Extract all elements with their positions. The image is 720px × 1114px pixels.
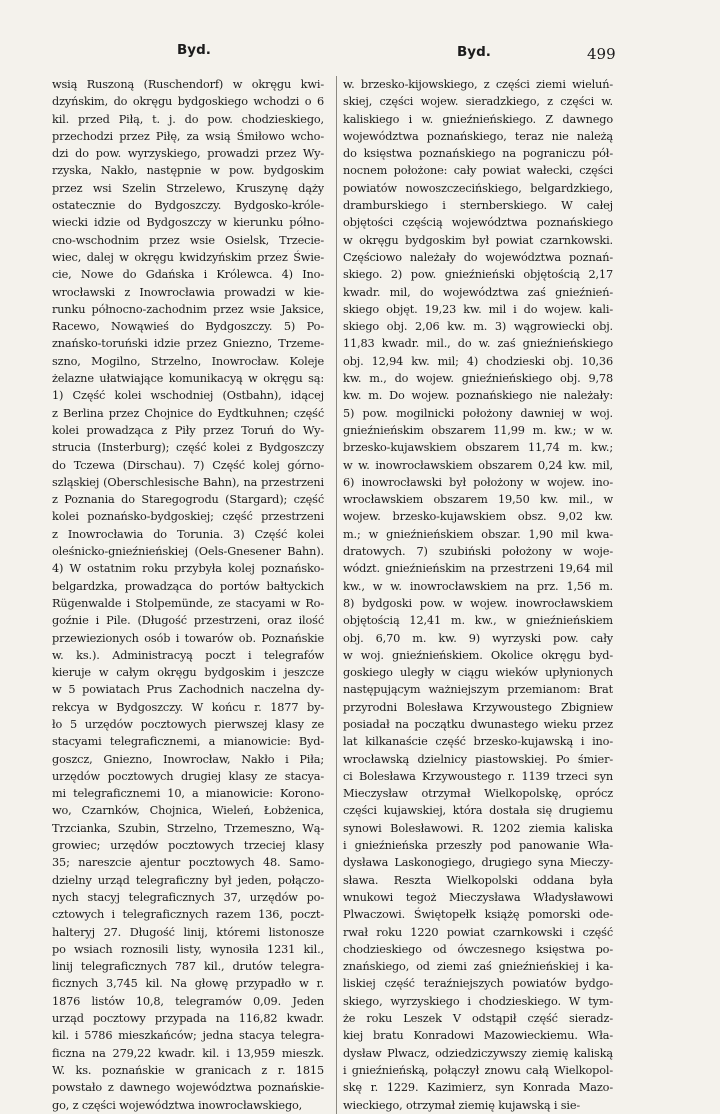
text-line: Mieczysław otrzymał Wielkopolskę, oprócz: [343, 787, 613, 801]
text-line: rwał roku 1220 powiat czarnkowski i część: [343, 925, 613, 939]
text-line: kil. przed Piłą, t. j. do pow. chodzieskiego,: [52, 112, 324, 126]
page-number: 499: [587, 45, 616, 63]
text-line: do księstwa poznańskiego na pograniczu pół-: [343, 147, 613, 161]
text-line: liskiej część teraźniejszych powiatów bydgo-: [343, 977, 613, 991]
text-line: do Tczewa (Dirschau). 7) Część kolej górno-: [52, 458, 324, 472]
text-line: skiego, wyrzyskiego i chodzieskiego. W tym-: [343, 994, 613, 1008]
text-line: dratowych. 7) szubiński położony w woje-: [343, 545, 613, 559]
left-text-column: [52, 76, 324, 1114]
text-line: dzi do pow. wyrzyskiego, prowadzi przez Wy-: [52, 147, 324, 161]
page-header: [52, 42, 616, 66]
text-line: dysława Laskonogiego, drugiego syna Mieczy-: [343, 856, 613, 870]
text-line: brzesko-kujawskiem obszarem 11,74 m. kw.;: [343, 441, 613, 455]
text-line: sława. Reszta Wielkopolski oddana była: [343, 873, 613, 887]
text-line: powstało z dawnego województwa poznańskie-: [52, 1081, 324, 1095]
text-line: growiec; urzędów pocztowych trzeciej klasy: [52, 839, 324, 853]
text-line: przez wsi Szelin Strzelewo, Kruszynę dąży: [52, 181, 324, 195]
text-line: lat kilkanaście część brzesko-kujawską i ino-: [343, 735, 613, 749]
text-line: szno, Mogilno, Strzelno, Inowrocław. Koleje: [52, 354, 324, 368]
text-line: ło 5 urzędów pocztowych pierwszej klasy ze: [52, 717, 324, 731]
text-line: w okręgu bydgoskim był powiat czarnkowski.: [343, 233, 613, 247]
text-line: skiego obj. 2,06 kw. m. 3) wągrowiecki obj.: [343, 320, 613, 334]
text-line: skiej, części wojew. sieradzkiego, z części w.: [343, 95, 613, 109]
text-line: wiec, dalej w okręgu kwidzyńskim przez Świe-: [52, 250, 324, 264]
running-head-right: Byd.: [457, 44, 491, 60]
text-line: 8) bydgoski pow. w wojew. inowrocławskiem: [343, 596, 613, 610]
text-line: urzędów pocztowych drugiej klasy ze stacya-: [52, 769, 324, 783]
text-line: skę r. 1229. Kazimierz, syn Konrada Mazo-: [343, 1081, 613, 1095]
text-line: i gnieźnieńska przeszły pod panowanie Wła-: [343, 839, 613, 853]
text-line: synowi Bolesławowi. R. 1202 ziemia kaliska: [343, 821, 613, 835]
text-line: kaliskiego i w. gnieźnieńskiego. Z dawnego: [343, 112, 613, 126]
text-line: obj. 6,70 m. kw. 9) wyrzyski pow. cały: [343, 631, 613, 645]
text-line: dzyńskim, do okręgu bydgoskiego wchodzi o 6: [52, 95, 324, 109]
text-line: ficznych 3,745 kil. Na głowę przypadło w r.: [52, 977, 324, 991]
text-line: posiadał na początku dwunastego wieku przez: [343, 717, 613, 731]
text-line: Częściowo należały do województwa poznań-: [343, 250, 613, 264]
text-line: Racewo, Nowąwieś do Bydgoszczy. 5) Po-: [52, 320, 324, 334]
text-line: kil. i 5786 mieszkańców; jedna stacya telegra-: [52, 1029, 324, 1043]
text-line: przewiezionych osób i towarów ob. Poznańskie: [52, 631, 324, 645]
text-line: strucia (Insterburg); część kolei z Bydgoszczy: [52, 441, 324, 455]
running-head-left: Byd.: [177, 42, 211, 58]
text-line: 4) W ostatnim roku przybyła kolej poznańsko-: [52, 562, 324, 576]
text-line: linij telegraficznych 787 kil., drutów telegra-: [52, 960, 324, 974]
text-line: 35; nareszcie ajentur pocztowych 48. Samo-: [52, 856, 324, 870]
text-line: nocnem położone: cały powiat wałecki, części: [343, 164, 613, 178]
text-line: m.; w gnieźnieńskiem obszar. 1,90 mil kwa-: [343, 527, 613, 541]
text-line: ostatecznie do Bydgoszczy. Bydgosko-króle-: [52, 199, 324, 213]
text-line: szląskiej (Oberschlesische Bahn), na przestrzeni: [52, 475, 324, 489]
text-line: Rügenwalde i Stolpemünde, ze stacyami w Ro-: [52, 596, 324, 610]
text-line: w. ks.). Administracyą poczt i telegrafów: [52, 648, 324, 662]
text-line: wrocławską dzielnicy piastowskiej. Po śmier-: [343, 752, 613, 766]
text-line: z Inowrocławia do Torunia. 3) Część kolei: [52, 527, 324, 541]
text-line: W. ks. poznańskie w granicach z r. 1815: [52, 1063, 324, 1077]
text-line: Trzcianka, Szubin, Strzelno, Trzemeszno, Wą-: [52, 821, 324, 835]
text-line: kw., w w. inowrocławskiem na prz. 1,56 m.: [343, 579, 613, 593]
text-line: ci Bolesława Krzywoustego r. 1139 trzeci syn: [343, 769, 613, 783]
text-line: dramburskiego i sternberskiego. W całej: [343, 199, 613, 213]
text-line: Plwaczowi. Świętopełk książę pomorski ode-: [343, 908, 613, 922]
text-line: w 5 powiatach Prus Zachodnich naczelna dy-: [52, 683, 324, 697]
text-line: nych stacyj telegraficznych 37, urzędów po-: [52, 890, 324, 904]
text-line: skiego. 2) pow. gnieźnieński objętością 2,17: [343, 268, 613, 282]
text-line: skiego objęt. 19,23 kw. mil i do wojew. kali-: [343, 302, 613, 316]
text-line: wództ. gnieźnieńskim na przestrzeni 19,64 mil: [343, 562, 613, 576]
text-line: chodzieskiego od ówczesnego księstwa po-: [343, 942, 613, 956]
text-line: obj. 12,94 kw. mil; 4) chodzieski obj. 10,36: [343, 354, 613, 368]
text-line: żelazne ułatwiające komunikacyą w okręgu są:: [52, 372, 324, 386]
text-line: kolei poznańsko-bydgoskiej; część przestrzeni: [52, 510, 324, 524]
text-line: znańsko-toruński idzie przez Gniezno, Trzeme-: [52, 337, 324, 351]
text-line: że roku Leszek V odstąpił część sieradz-: [343, 1012, 613, 1026]
text-line: gnieźnieńskim obszarem 11,99 m. kw.; w w.: [343, 423, 613, 437]
text-line: z Berlina przez Chojnice do Eydtkuhnen; część: [52, 406, 324, 420]
text-line: go, z części województwa inowrocławskiego,: [52, 1098, 303, 1112]
right-text-column: [336, 76, 613, 1114]
text-line: cie, Nowe do Gdańska i Królewca. 4) Ino-: [52, 268, 324, 282]
text-line: przechodzi przez Piłę, za wsią Śmiłowo wcho-: [52, 129, 324, 143]
text-line: kolei prowadząca z Piły przez Toruń do Wy-: [52, 423, 324, 437]
text-line: z Poznania do Staregogrodu (Stargard); część: [52, 493, 324, 507]
text-line: w. brzesko-kijowskiego, z części ziemi wieluń-: [343, 78, 613, 91]
text-line: kieruje w całym okręgu bydgoskim i jeszcze: [52, 666, 324, 680]
text-line: części kujawskiej, która dostała się drugiemu: [343, 804, 613, 818]
text-line: kwadr. mil, do województwa zaś gnieźnień-: [343, 285, 613, 299]
text-line: objętości częścią województwa poznańskiego: [343, 216, 613, 230]
text-line: po wsiach roznosili listy, wynosiła 1231 kil.,: [52, 942, 324, 956]
text-line: 6) inowrocławski był położony w wojew. ino-: [343, 475, 613, 489]
text-line: znańskiego, od ziemi zaś gnieźnieńskiej i ka-: [343, 960, 613, 974]
text-line: dzielny urząd telegraficzny był jeden, połączo-: [52, 873, 324, 887]
text-line: 1) Część kolei wschodniej (Ostbahn), idącej: [52, 389, 324, 403]
text-line: goźnie i Pile. (Długość przestrzeni, oraz ilość: [52, 614, 324, 628]
text-line: cztowych i telegraficznych razem 136, poczt-: [52, 908, 324, 922]
text-line: kw. m., do wojew. gnieźnieńskiego obj. 9,78: [343, 372, 613, 386]
text-line: ficzna na 279,22 kwadr. kil. i 13,959 mieszk.: [52, 1046, 324, 1060]
text-line: przyrodni Bolesława Krzywoustego Zbigniew: [343, 700, 613, 714]
text-line: wsią Ruszoną (Ruschendorf) w okręgu kwi-: [52, 78, 324, 91]
text-line: 11,83 kwadr. mil., do w. zaś gnieźnieńskiego: [343, 337, 613, 351]
text-line: wiecki idzie od Bydgoszczy w kierunku półno-: [52, 216, 324, 230]
text-line: 1876 listów 10,8, telegramów 0,09. Jeden: [52, 994, 324, 1008]
text-line: wrocławskiem obszarem 19,50 kw. mil., w: [343, 493, 613, 507]
text-line: następującym ważniejszym przemianom: Brat: [343, 683, 613, 697]
text-line: oleśnicko-gnieźnieńskiej (Oels-Gnesener Bahn).: [52, 545, 324, 559]
text-line: wrocławski z Inowrocławia prowadzi w kie-: [52, 285, 324, 299]
text-line: dysław Plwacz, odziedziczywszy ziemię kaliską: [343, 1046, 613, 1060]
text-line: rzyska, Nakło, następnie w pow. bydgoskim: [52, 164, 324, 178]
text-line: mi telegraficznemi 10, a mianowicie: Korono-: [52, 787, 324, 801]
text-line: w w. inowrocławskiem obszarem 0,24 kw. mil,: [343, 458, 613, 472]
text-line: i gnieźnieńską, połączył znowu całą Wielkopol-: [343, 1063, 613, 1077]
text-line: halteryj 27. Długość linij, któremi listonosze: [52, 925, 324, 939]
text-line: powiatów nowoszczecińskiego, belgardzkiego,: [343, 181, 613, 195]
text-line: goskiego uległy w ciągu wieków upłynionych: [343, 666, 613, 680]
text-line: wnukowi tegoż Mieczysława Władysławowi: [343, 890, 613, 904]
text-line: belgardzka, prowadząca do portów bałtyckich: [52, 579, 324, 593]
text-line: województwa poznańskiego, teraz nie należą: [343, 129, 613, 143]
text-line: wo, Czarnków, Chojnica, Wieleń, Łobżenica,: [52, 804, 324, 818]
text-line: goszcz, Gniezno, Inowrocław, Nakło i Piła;: [52, 752, 324, 766]
text-line: w woj. gnieźnieńskiem. Okolice okręgu byd-: [343, 648, 613, 662]
text-line: 5) pow. mogilnicki położony dawniej w woj.: [343, 406, 613, 420]
text-line: urząd pocztowy przypada na 116,82 kwadr.: [52, 1012, 324, 1026]
text-line: stacyami telegraficznemi, a mianowicie: Byd-: [52, 735, 324, 749]
text-line: runku północno-zachodnim przez wsie Jaksice,: [52, 302, 324, 316]
text-line: objętością 12,41 m. kw., w gnieźnieńskiem: [343, 614, 613, 628]
text-line: kiej bratu Konradowi Mazowieckiemu. Wła-: [343, 1029, 613, 1043]
text-line: kw. m. Do wojew. poznańskiego nie należały:: [343, 389, 613, 403]
text-line: rekcya w Bydgoszczy. W końcu r. 1877 by-: [52, 700, 324, 714]
text-line: cno-wschodnim przez wsie Osielsk, Trzecie-: [52, 233, 324, 247]
text-line: wieckiego, otrzymał ziemię kujawską i sie-: [343, 1098, 581, 1112]
text-line: wojew. brzesko-kujawskiem obsz. 9,02 kw.: [343, 510, 613, 524]
